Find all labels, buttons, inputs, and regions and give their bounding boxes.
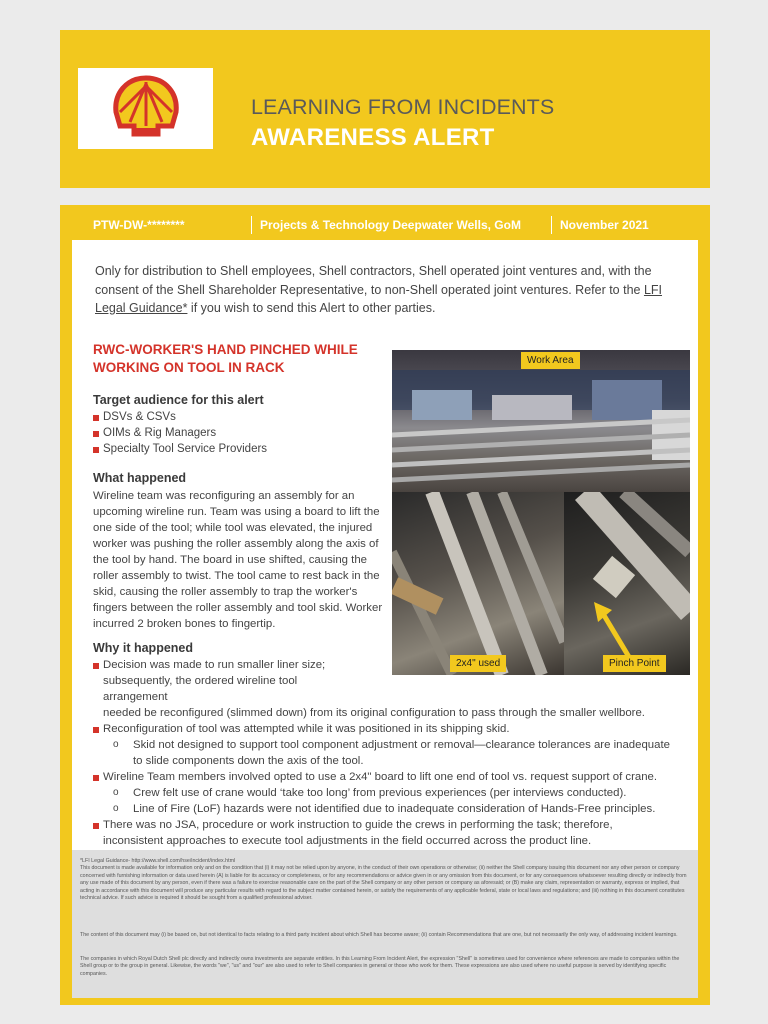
- legal-link-text[interactable]: *LFI Legal Guidance- http://www.shell.com/hse/incident/index.html: [80, 858, 236, 864]
- bullet-marker: [93, 663, 99, 669]
- distribution-notice: [95, 262, 675, 318]
- sub-list-item: o Crew felt use of crane would ‘take too long’ from previous experiences (per interviews conducted).: [93, 785, 673, 801]
- why-happened-heading: Why it happened: [93, 641, 193, 655]
- work-area-photo: [392, 350, 690, 492]
- bullet-marker: [93, 727, 99, 733]
- board-used-tag: 2x4" used: [450, 655, 506, 672]
- pinch-point-illustration: [564, 492, 690, 675]
- pinch-point-tag: Pinch Point: [603, 655, 666, 672]
- why-text-2: Wireline Team members involved opted to use a 2x4" board to lift one end of tool vs. request support of crane.: [103, 771, 658, 783]
- why-text-0a: Decision was made to run smaller liner size; subsequently, the ordered wireline tool arrangement: [103, 659, 326, 703]
- why-text-0b: needed be reconfigured (slimmed down) from its original configuration to pass through the smaller wellbore.: [103, 707, 645, 719]
- why-text-3: There was no JSA, procedure or work instruction to guide the crews in performing the task; therefore, inconsistent approaches to execute tool adjustments in the field occurred across the product line.: [103, 819, 613, 847]
- work-area-illustration: [392, 350, 690, 492]
- header-subtitle: AWARENESS ALERT: [251, 124, 495, 151]
- list-item: [93, 769, 673, 785]
- companies-disclaimer: The companies in which Royal Dutch Shell plc directly and indirectly owns investments are separate entities. In this Learning From Incident Alert, the expression "Shell" is sometimes used for convenience where references are made to companies within the Shell group or to the group in general. Likewise, the words "we", "us" and "our" are also used to refer to Shell companies in general or those who work for them. These expressions are also used where no useful purpose is served by identifying specific companies.: [80, 956, 680, 977]
- legal-block: [80, 858, 688, 902]
- list-item: [93, 721, 673, 737]
- work-area-tag: Work Area: [521, 352, 580, 369]
- distribution-text-end: if you wish to send this Alert to other parties.: [187, 301, 436, 315]
- shell-logo: [78, 68, 213, 149]
- list-item: DSVs & CSVs: [93, 409, 267, 425]
- meta-divider: [551, 216, 552, 234]
- companies-block: [80, 956, 688, 978]
- meta-divider: [251, 216, 252, 234]
- organization: Projects & Technology Deepwater Wells, GoM: [260, 218, 521, 232]
- pinch-point-photo: [564, 492, 690, 675]
- alert-title: RWC-WORKER'S HAND PINCHED WHILE WORKING ON TOOL IN RACK: [93, 342, 358, 375]
- what-happened-heading: What happened: [93, 471, 187, 485]
- bullet-marker: [93, 775, 99, 781]
- list-item: OIMs & Rig Managers: [93, 425, 267, 441]
- legal-disclaimer: This document is made available for information only and on the condition that (i) it may not be relied upon by anyone, in the conduct of their own operations or otherwise; (ii) neither the Shell company issuing this document nor any other person or company concerned with furnishing information or data used herein (A) is liable for its accuracy or completeness, or for any recommendations or advice given in or any omission from this document, or for any consequences whatsoever resulting directly or indirectly from any use made of this document by any person, even if there was a failure to exercise reasonable care on the part of the Shell company or any other person or company as aforesaid; or (B) make any claim, representation or warranty, express or implied, that acting in accordance with this document will produce any particular results with regard to the subject matter contained herein, or satisfy the requirements of any applicable federal, state or local laws and regulations; and (iii) nothing in this document constitutes technical advice. If such advice is required it should be sought from a qualified professional adviser.: [80, 865, 687, 902]
- board-illustration: [392, 492, 564, 675]
- audience-heading: Target audience for this alert: [93, 393, 264, 407]
- list-item: Specialty Tool Service Providers: [93, 441, 267, 457]
- content-disclaimer: The content of this document may (i) be based on, but not identical to facts relating to a third party incident about which Shell has become aware; (ii) contain Recommendations that are one, but not necessarily the only way, of addressing incident learnings.: [80, 932, 678, 938]
- shell-pecten-icon: [110, 74, 182, 142]
- header-title: LEARNING FROM INCIDENTS: [251, 95, 555, 119]
- content-block: [80, 932, 688, 939]
- why-text-1: Reconfiguration of tool was attempted while it was positioned in its shipping skid.: [103, 723, 510, 735]
- reference-number: PTW-DW-********: [93, 218, 185, 232]
- audience-list: [93, 409, 267, 457]
- distribution-text: Only for distribution to Shell employees, Shell contractors, Shell operated joint ventures and, with the consent of the Shell Shareholder Representative, to non-Shell operated joint ventures. Refer to the: [95, 264, 652, 297]
- board-photo: [392, 492, 564, 675]
- issue-date: November 2021: [560, 218, 649, 232]
- bullet-marker: [93, 823, 99, 829]
- list-item-continued: [93, 705, 673, 721]
- sub-list-item: o Line of Fire (LoF) hazards were not identified due to inadequate consideration of Hands-Free principles.: [93, 801, 673, 817]
- why-list: [93, 657, 673, 849]
- list-item: [93, 817, 673, 849]
- lfi-legal-guidance-link[interactable]: LFI Legal Guidance*: [95, 282, 663, 315]
- sub-list-item: o Skid not designed to support tool component adjustment or removal—clearance tolerances are inadequate to slide components down the axis of the tool.: [93, 737, 673, 769]
- what-happened-text: Wireline team was reconfiguring an assembly for an upcoming wireline run. Team was using a board to lift the one side of the tool; while tool was elevated, the injured worker was pushing the roller assembly along the axis of the tool by hand. The board in use shifted, causing the roller assembly to twist. The tool came to rest back in the skid, causing the roller assembly to trap the worker's fingers between the roller assembly and tool skid. Worker incurred 2 broken bones to fingertip.: [93, 490, 383, 630]
- legal-footer: [72, 850, 698, 998]
